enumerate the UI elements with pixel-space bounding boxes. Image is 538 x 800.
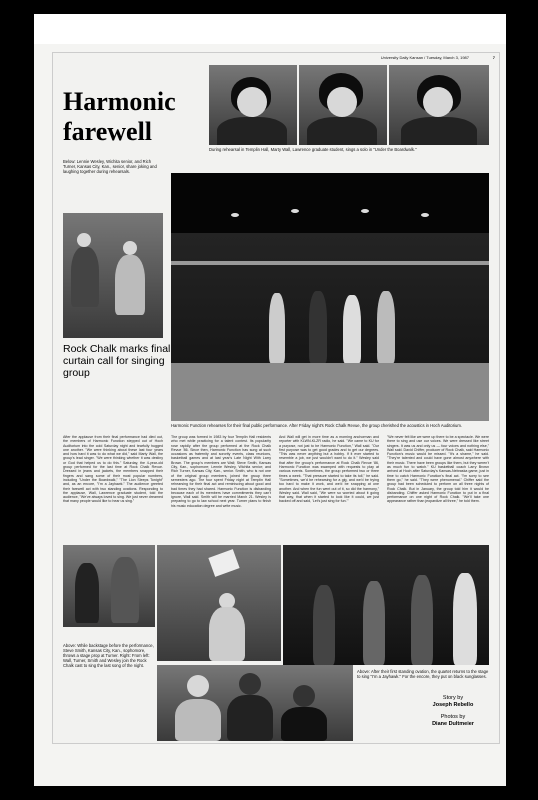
photo-cast-finale (283, 545, 489, 665)
credits (413, 695, 493, 728)
photo-rehearsal (63, 213, 163, 338)
page-number: 7 (492, 55, 495, 60)
encore-caption: Above: After their first standing ovation, the quartet returns to the stage to sing "I'm a Jayhawk." For the encore, they put on black sunglasses. (357, 669, 489, 679)
stage-photo-caption: Harmonic Function rehearses for their final public performance. After Friday night's Rock Chalk Revue, the group cherished the acoustics in Hoch Auditorium. (171, 423, 463, 428)
photo-backstage-left (63, 545, 155, 627)
photo-label: Photos by (440, 714, 466, 720)
photo-author: Diane Dultmeier (432, 721, 474, 727)
story-author: Joseph Rebello (432, 702, 474, 708)
photo-singer-3 (389, 65, 489, 145)
photo-singer-1 (209, 65, 297, 145)
photo-prop-throw (157, 545, 281, 661)
top-margin (34, 14, 506, 44)
article-column-4: "We never felt like we were up there to be a spectacle. We were there to sing and use our voices. We were dressed like street singers. It was us and only us — four voices and nothing else," Wall said. David Chiffer, producer of Rock Chalk, said Harmonic Function's music would be missed. "It's a shame," he said. "They're talented and could have gone almost anywhere with their music. There have been groups like them, but they weren't as much fun to watch." KU basketball coach Larry Brown arrived at Hoch after Saturday's Kansas-Nebraska game, just in time to catch Harmonic Function's final act. "I'm sorry to see them go," he said. "They were phenomenal." Chiffer said the group had been scheduled to perform on all three nights of Rock Chalk. But in January, the group told him it would be disbanding. Chiffer asked Harmonic Function to put in a final performance on one night of Rock Chalk. "We'll take one appearance rather than jeopardize all three," he told them. (387, 435, 489, 504)
article-column-1: After the applause from their final performance had died out, the members of Harmonic Function stepped out of Hoch Auditorium into the cold Saturday night and tearfully hugged one another. "We were thinking about these last four years and how hard it was to do what we did," said Marty Wall, the group's lead singer. "We were thinking whether it was destiny or God that helped us to do this." Saturday, the 4-year-old group performed for the last time at Rock Chalk Revue. Dressed in jeans and jackets, the members snapped their fingers and sang some of their most popular numbers, including "Under the Boardwalk," "The Lion Sleeps Tonight" and, as an encore, "I'm a Jayhawk." The audience greeted their farewell act with two standing ovations. Responding to the applause, Wall, Lawrence graduate student, told the audience, "We've always loved to sing. We just never dreamed that many people would like to hear us sing." (63, 435, 163, 504)
headline: Harmonic farewell (63, 87, 176, 146)
newspaper-page (52, 52, 500, 744)
photo-singer-2 (299, 65, 387, 145)
top-photo-caption: During rehearsal in Templin Hall, Marty Wall, Lawrence graduate student, sings a solo in "Under the Boardwalk." (209, 147, 417, 152)
left-photo-caption: Below: Lennie Wesley, Wichita senior, and Rich Turner, Kansas City, Kan., senior, share joking and laughing together during rehearsals. (63, 159, 157, 174)
story-label: Story by (442, 695, 464, 701)
masthead: University Daily Kansan / Tuesday, March 3, 1987 (380, 55, 469, 60)
article-column-3: And Wall will get in more time as a morning anchorman and reporter with KLWN-KLZR radio, he said. "We came to KU for a purpose, not just to be Harmonic Function," Wall said. "Our first purpose was to get good grades and to get our degrees. "This was never anything but a hobby. If it ever started to resemble a job, we just wouldn't want to do it." Wesley said that after the group's performance at Rock Chalk Revue '86, Harmonic Function was swamped with requests to play at various events. Sometimes, the group performed two or three times a week. "That pressure started to take its toll," he said. "Sometimes, we'd be rehearsing for a gig, and we'd be trying too hard to make it work, and we'd be snapping at one another. And when the fun went out of it, so did the harmony," Wesley said. Wall said, "We were so worried about it going that way, that when it started to look like it could, we just backed off and said, 'Let's just sing for fun.'" (279, 435, 379, 504)
photo-stage (171, 173, 489, 421)
article-column-2: The group was formed in 1983 by four Templin Hall residents who met while practicing for a talent contest. Its popularity rose rapidly after the group performed at the Rock Chalk Revue '86. Since then, Harmonic Function has sung at such occasions as fraternity and sorority events, class reunions, basketball games and at last year's Late Night With Larry Brown. The group's members are Wall; Steve Smith, Kansas City, Kan., sophomore; Lennie Wesley, Wichita senior; and Rich Turner, Kansas City, Kan., senior. Smith, who is not one of the original group members, joined the group three semesters ago. The four spent Friday night at Templin Hall rehearsing for their final act and reminiscing about good and bad times they had shared. Harmonic Function is disbanding because each of its members have commitments they can't ignore, Wall said. Smith will be married March 21. Wesley is preparing to go to law school next year. Turner plans to finish his music education degree and write music. (171, 435, 271, 508)
subhead: Rock Chalk marks final curtain call for singing group (63, 343, 171, 379)
backstage-caption: Above: While backstage before the performance, Steve Smith, Kansas City, Kan., sophomore, throws a stage prop at Turner. Right: From left: Wall, Turner, Smith and Wesley join the Rock Chalk cast to sing the last song of the night. (63, 643, 154, 668)
photo-sunglasses-encore (157, 665, 353, 741)
